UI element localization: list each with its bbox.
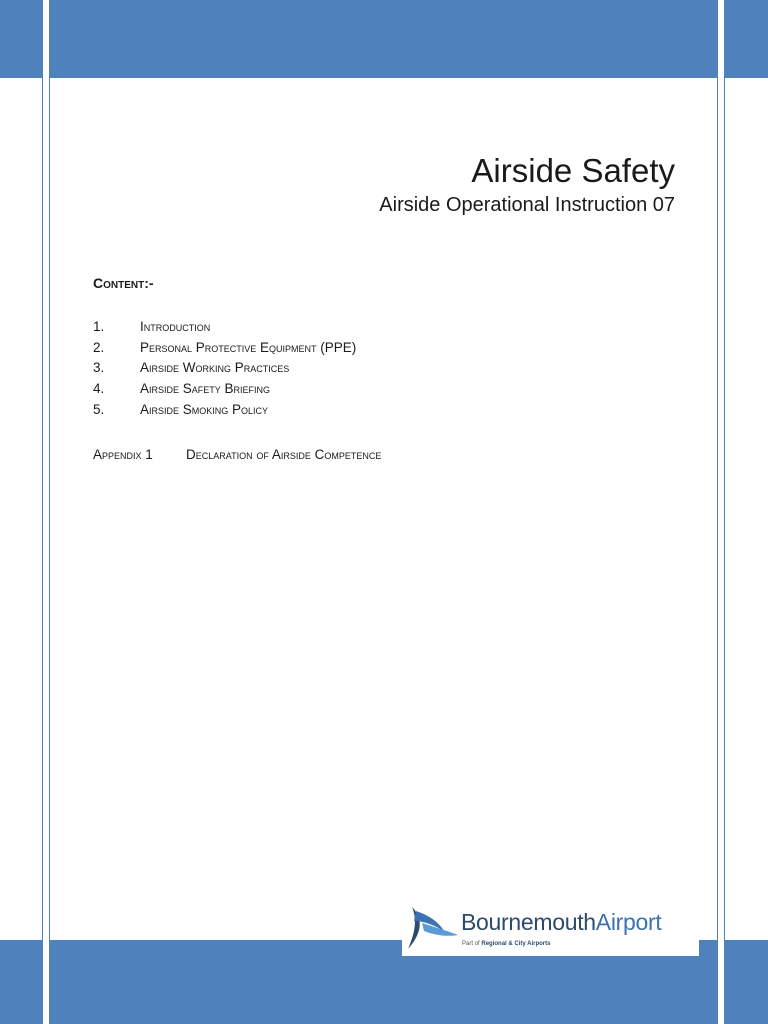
appendix-entry bbox=[93, 447, 381, 462]
header-band bbox=[0, 0, 768, 78]
toc-item-number: 1. bbox=[93, 319, 105, 334]
toc-item bbox=[93, 379, 356, 400]
left-border-rule bbox=[42, 0, 43, 1024]
toc-item-label: Introduction bbox=[140, 319, 211, 334]
toc-item-number: 5. bbox=[93, 401, 105, 417]
logo-word-bournemouth: Bournemouth bbox=[461, 909, 596, 935]
document-title: Airside Safety bbox=[471, 152, 675, 189]
table-of-contents bbox=[93, 317, 356, 420]
logo-wordmark bbox=[461, 909, 661, 936]
airport-logo bbox=[402, 895, 699, 956]
toc-item-label: Personal Protective Equipment (PPE) bbox=[140, 339, 357, 355]
toc-item-label: Airside Safety Briefing bbox=[140, 381, 271, 397]
right-border-rule bbox=[724, 0, 725, 1024]
logo-word-airport: Airport bbox=[595, 909, 662, 935]
logo-tagline-group: Regional & City Airports bbox=[481, 941, 551, 947]
toc-item bbox=[93, 358, 356, 379]
toc-item bbox=[93, 317, 356, 338]
toc-item-label: Airside Smoking Policy bbox=[140, 401, 269, 417]
left-inner-rule bbox=[49, 0, 50, 1024]
content-heading: Content:- bbox=[93, 275, 154, 291]
toc-item-number: 2. bbox=[93, 339, 105, 355]
logo-tagline bbox=[462, 941, 550, 947]
toc-item-number: 4. bbox=[93, 381, 105, 397]
toc-item bbox=[93, 338, 356, 359]
bird-mark-icon bbox=[404, 901, 460, 951]
right-inner-rule bbox=[717, 0, 718, 1024]
logo-tagline-prefix: Part of bbox=[462, 941, 480, 947]
appendix-title: Declaration of Airside Competence bbox=[186, 447, 382, 462]
toc-item bbox=[93, 400, 356, 421]
document-subtitle: Airside Operational Instruction 07 bbox=[379, 194, 675, 216]
appendix-label: Appendix 1 bbox=[93, 447, 153, 462]
toc-item-label: Airside Working Practices bbox=[140, 360, 290, 376]
toc-item-number: 3. bbox=[93, 360, 105, 376]
